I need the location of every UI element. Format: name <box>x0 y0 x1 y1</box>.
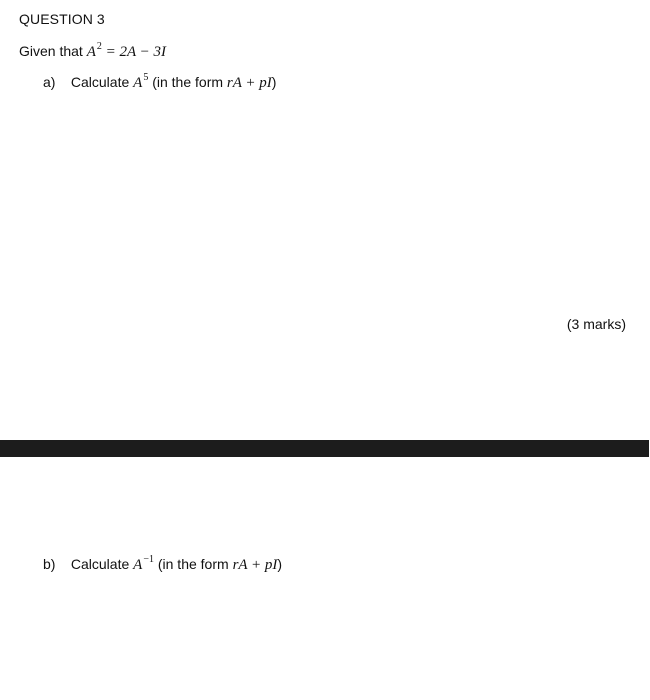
part-b-label: b) <box>43 556 56 572</box>
part-a-power <box>133 72 149 91</box>
section-divider-bar <box>0 440 649 457</box>
part-a <box>43 73 276 92</box>
given-equation <box>86 41 167 60</box>
part-b-form-prefix: (in the form <box>153 556 233 572</box>
given-statement <box>19 42 166 61</box>
part-b <box>43 555 282 574</box>
question-title: QUESTION 3 <box>19 11 105 27</box>
given-rhs: = 2A − 3I <box>101 44 167 60</box>
part-b-form-suffix: ) <box>277 556 283 572</box>
part-a-form-prefix: (in the form <box>148 74 227 90</box>
part-a-base: A <box>133 75 143 91</box>
part-a-text: Calculate <box>70 74 134 90</box>
given-prefix: Given that <box>19 43 87 59</box>
part-b-exponent: −1 <box>143 554 154 565</box>
part-a-label: a) <box>43 74 56 90</box>
given-lhs: A <box>86 44 96 60</box>
part-b-base: A <box>133 557 143 573</box>
part-a-form-math: rA + pI <box>226 75 272 91</box>
part-a-exponent: 5 <box>143 72 149 83</box>
given-lhs-exponent: 2 <box>96 41 102 52</box>
part-b-text: Calculate <box>70 556 134 572</box>
part-a-form-suffix: ) <box>271 74 277 90</box>
part-b-form-math: rA + pI <box>232 557 278 573</box>
part-b-power <box>133 554 154 573</box>
part-a-marks: (3 marks) <box>566 316 626 332</box>
